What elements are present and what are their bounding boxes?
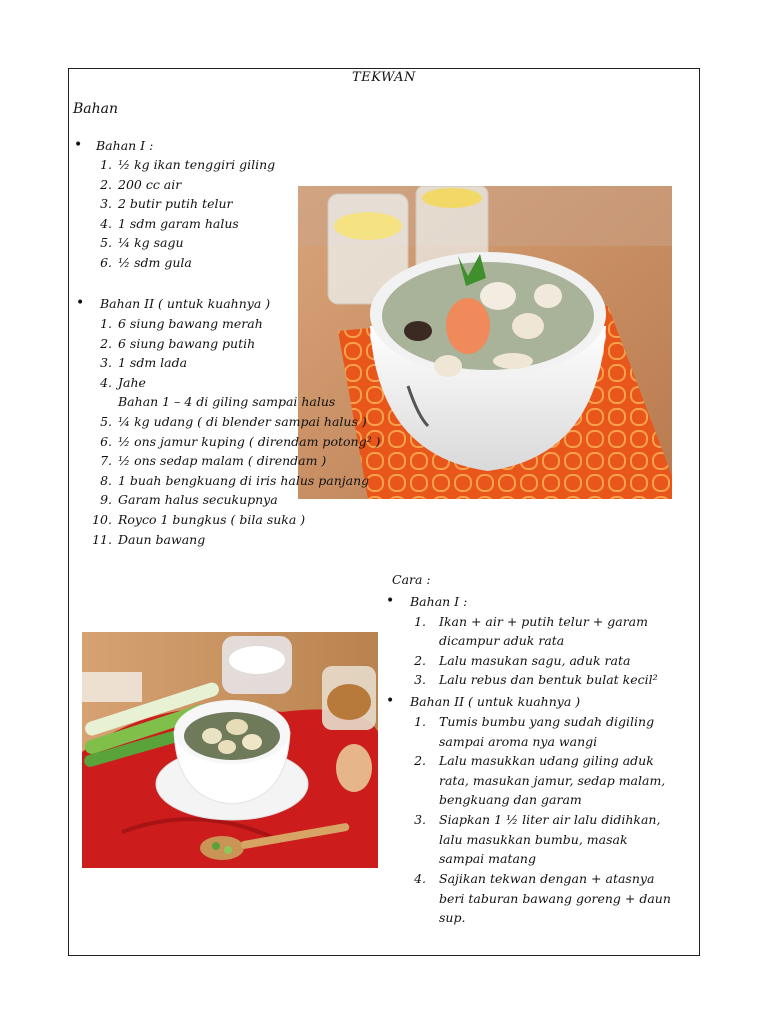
bahan1-label: Bahan I : xyxy=(96,138,154,153)
tekwan-bowl-photo xyxy=(298,186,672,499)
bullet-cara-bahan2: • xyxy=(386,693,395,709)
bahan2-label: Bahan II ( untuk kuahnya ) xyxy=(100,296,271,311)
cara-label: Cara : xyxy=(392,572,431,587)
bullet-bahan1: • xyxy=(74,137,83,153)
bullet-bahan2: • xyxy=(76,295,85,311)
bullet-cara-bahan1: • xyxy=(386,593,395,609)
cara-bahan2-label: Bahan II ( untuk kuahnya ) xyxy=(410,694,581,709)
tekwan-soup-photo xyxy=(82,632,378,868)
cara-bahan1-label: Bahan I : xyxy=(410,594,468,609)
section-heading: Bahan xyxy=(73,101,119,117)
page-title: TEKWAN xyxy=(352,70,416,85)
